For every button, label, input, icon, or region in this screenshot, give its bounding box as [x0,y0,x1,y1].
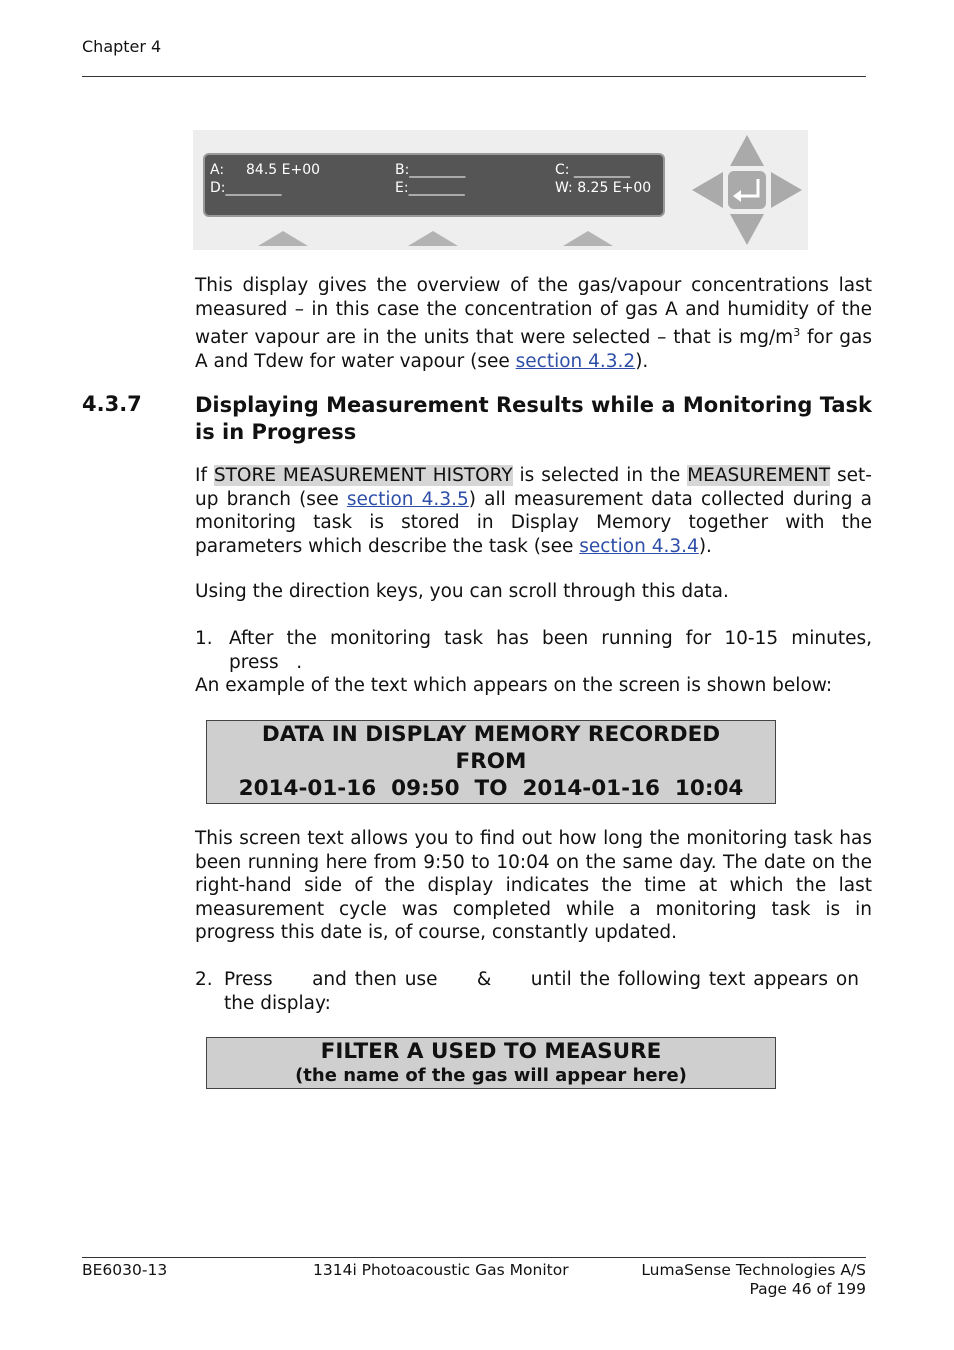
step-2-line: the display: [224,992,331,1014]
link-section-4-3-2[interactable]: section 4.3.2 [515,350,636,372]
header-rule [82,76,866,77]
menu-item-measurement: MEASUREMENT [687,465,831,486]
step-1-line: After the monitoring task has been running for 10-15 minutes, [229,628,872,649]
step-number: 2. [195,969,213,990]
cell-e: E:________ [395,180,465,196]
footer-rule [82,1257,866,1258]
section-number: 4.3.7 [82,392,142,416]
cell-c: C: ________ [555,162,630,178]
direction-keys [688,132,808,248]
store-history-paragraph [195,464,872,558]
para1-text: This display gives the overview of the gas/vapour concentrations last measured – in this case the concentration of gas A and humidity of the water vapour are in the units that were selected – that is mg/m [195,275,872,349]
box-line: DATA IN DISPLAY MEMORY RECORDED [261,722,721,747]
scroll-paragraph: Using the direction keys, you can scroll through this data. [195,581,729,602]
menu-item-store-measurement-history: STORE MEASUREMENT HISTORY [213,465,513,486]
softkey-arrow-icon [258,231,308,246]
enter-icon [728,171,766,209]
box-line: FROM [455,749,527,774]
lcd-screen [203,153,665,217]
box-line: 2014-01-16 09:50 TO 2014-01-16 10:04 [238,776,744,801]
footer-product: 1314i Photoacoustic Gas Monitor [313,1261,569,1279]
intro-paragraph [195,274,872,373]
footer-page-number: Page 46 of 199 [749,1280,866,1298]
para2-text: is selected in the [512,465,688,486]
softkey-arrow-icon [563,231,613,246]
duration-paragraph: This screen text allows you to find out how long the monitoring task has been running here from 9:50 to 10:04 on the same day. The date on the right-hand side of the display indicates the time at which the last measurement cycle was completed while a monitoring task is in progress this date is, of course, constantly updated. [195,828,872,943]
step-1 [195,627,872,674]
para2-text: If [195,465,214,486]
filter-box [206,1037,776,1089]
up-arrow-icon [730,135,764,166]
para2-text: ). [698,535,712,557]
footer-company: LumaSense Technologies A/S [641,1261,866,1279]
step-number: 1. [195,628,213,649]
cell-b: B:________ [395,162,466,178]
cell-w: W: 8.25 E+00 [555,180,652,196]
softkey-arrow-icon [408,231,458,246]
step-2-line: Press and then use & until the following text appears on [224,969,859,990]
down-arrow-icon [730,214,764,245]
box-line: (the name of the gas will appear here) [295,1065,687,1086]
superscript: 3 [793,326,801,339]
section-title: Displaying Measurement Results while a Monitoring Task is in Progress [195,393,872,444]
para1-text: for gas A and Tdew for water vapour (see [195,327,872,372]
chapter-label: Chapter 4 [82,37,162,56]
left-arrow-icon [692,172,723,208]
step-1-line: press . [229,651,303,673]
display-panel [193,130,808,250]
step-2 [195,968,872,1015]
display-memory-box [206,720,776,804]
softkey-arrows [258,230,618,250]
right-arrow-icon [771,172,802,208]
cell-d: D:________ [210,180,282,196]
cell-a-value: 84.5 E+00 [246,162,321,178]
link-section-4-3-4[interactable]: section 4.3.4 [579,535,699,557]
para2-text: ) all measurement data collected during a monitoring task is stored in Display Memory together with the parameters which describe the task (see [195,488,872,557]
example-paragraph: An example of the text which appears on the screen is shown below: [195,675,833,696]
link-section-4-3-5[interactable]: section 4.3.5 [346,488,469,510]
para2-text: set-up branch (see [195,465,872,510]
cell-a-label: A: [210,162,225,178]
footer-doc-id: BE6030-13 [82,1261,168,1279]
para1-text: ). [635,350,649,372]
box-line: FILTER A USED TO MEASURE [320,1039,662,1064]
